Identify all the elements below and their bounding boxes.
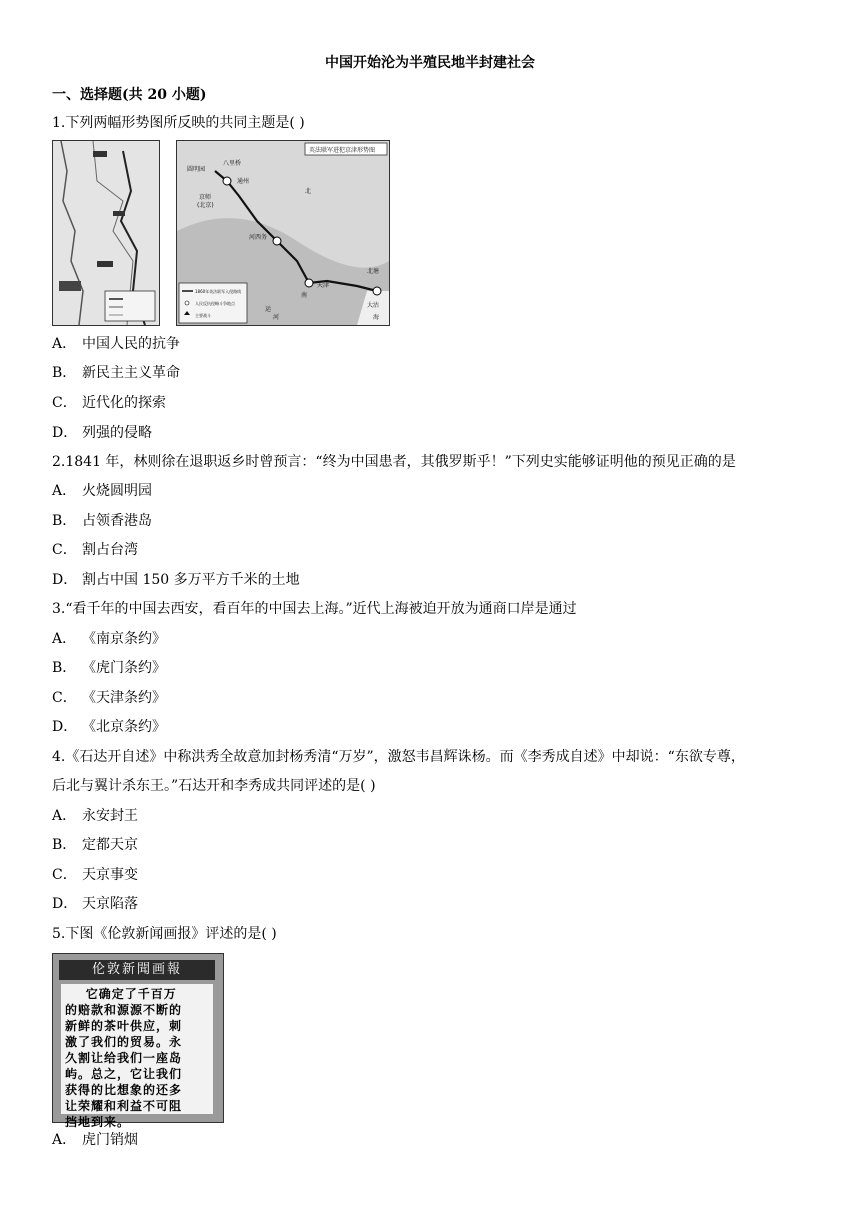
map-2-place-baliqiao: 八里桥 xyxy=(223,160,242,167)
question-2-stem: 2.1841 年，林则徐在退职返乡时曾预言：“终为中国患者，其俄罗斯乎！”下列史实能够证明他的预见正确的是 xyxy=(52,454,736,470)
option-text: 永安封王 xyxy=(82,808,138,824)
question-1-option-d[interactable] xyxy=(52,424,152,442)
question-1-option-b[interactable] xyxy=(52,364,180,382)
option-letter: B． xyxy=(52,837,77,853)
option-letter: B． xyxy=(52,660,77,676)
map-2-place-beitang: 北塘 xyxy=(367,268,380,275)
option-text: 割占中国 150 多万平方千米的土地 xyxy=(82,572,300,588)
option-letter: C． xyxy=(52,690,77,706)
map-2-place-jingshi: 京师 xyxy=(199,194,212,201)
question-1-map-2 xyxy=(176,140,390,326)
question-3-option-a[interactable] xyxy=(52,630,166,648)
option-text: 天京陷落 xyxy=(82,896,138,912)
map-2-marker-dagu xyxy=(373,287,381,295)
question-1-option-a[interactable] xyxy=(52,335,180,353)
option-letter: D． xyxy=(52,572,78,588)
question-4-option-a[interactable] xyxy=(52,807,138,825)
option-text: 列强的侵略 xyxy=(82,425,152,441)
section-heading: 一、选择题(共 20 小题) xyxy=(52,87,207,103)
option-letter: B． xyxy=(52,513,77,529)
option-letter: D． xyxy=(52,425,78,441)
option-text: 《北京条约》 xyxy=(82,719,166,735)
map-2-marker-tongzhou xyxy=(223,177,231,185)
question-1-option-c[interactable] xyxy=(52,394,166,412)
question-2-option-d[interactable] xyxy=(52,571,300,589)
map-1-graphic xyxy=(53,141,159,325)
option-text: 《南京条约》 xyxy=(82,631,166,647)
option-text: 虎门销烟 xyxy=(82,1132,138,1148)
option-letter: A． xyxy=(52,808,77,824)
map-2-place-yuanmingyuan: 圆明园 xyxy=(187,166,206,173)
option-letter: C． xyxy=(52,395,77,411)
document-title: 中国开始沦为半殖民地半封建社会 xyxy=(325,55,535,71)
map-1-label-block xyxy=(93,151,107,157)
option-letter: A． xyxy=(52,336,77,352)
question-4-stem-line-1: 4.《石达开自述》中称洪秀全故意加封杨秀清“万岁”，激怒韦昌辉诛杨。而《李秀成自述》中却说：“东欲专尊， xyxy=(52,749,745,765)
question-4-option-c[interactable] xyxy=(52,866,138,884)
map-2-place-north: 北 xyxy=(305,188,312,195)
map-2-legend-item-resist: 人民反抗侵略斗争地点 xyxy=(195,301,235,306)
newspaper-masthead: 伦敦新聞画報 xyxy=(59,960,215,980)
option-text: 火烧圆明园 xyxy=(82,483,152,499)
option-text: 中国人民的抗争 xyxy=(82,336,180,352)
question-2-option-c[interactable] xyxy=(52,541,138,559)
map-2-legend-item-route: 1860年英法联军入侵路线 xyxy=(195,289,242,294)
map-2-place-beijing: (北京) xyxy=(197,202,214,209)
map-2-graphic xyxy=(177,141,389,325)
option-text: 《虎门条约》 xyxy=(82,660,166,676)
option-text: 占领香港岛 xyxy=(82,513,152,529)
map-2-marker-tianjin xyxy=(305,279,313,287)
map-2-legend-item-battle: 主要战斗 xyxy=(195,313,211,318)
option-text: 《天津条约》 xyxy=(82,690,166,706)
question-4-option-d[interactable] xyxy=(52,895,138,913)
question-3-option-c[interactable] xyxy=(52,689,166,707)
map-2-place-hexiwu: 河西务 xyxy=(249,234,268,241)
option-letter: D． xyxy=(52,896,78,912)
option-letter: A． xyxy=(52,631,77,647)
option-letter: C． xyxy=(52,867,77,883)
option-text: 定都天京 xyxy=(82,837,138,853)
option-text: 天京事变 xyxy=(82,867,138,883)
question-4-option-b[interactable] xyxy=(52,836,138,854)
newspaper-article: 它确定了千百万 的赔款和源源不断的 新鲜的茶叶供应，刺 激了我们的贸易。永 久割让给我们一座岛 屿。总之，它让我们 获得的比想象的还多 让荣耀和利益不可阻 挡地到来。 xyxy=(61,984,213,1114)
option-letter: B． xyxy=(52,365,77,381)
question-4-stem-line-2: 后北与翼计杀东王。”石达开和李秀成共同评述的是( ) xyxy=(52,778,376,794)
question-1-stem: 1.下列两幅形势图所反映的共同主题是( ) xyxy=(52,115,305,131)
option-letter: A． xyxy=(52,1132,77,1148)
map-2-place-yun: 运 xyxy=(265,306,272,313)
map-2-place-south: 南 xyxy=(301,292,308,299)
map-2-marker-hexiwu xyxy=(273,237,281,245)
map-2-place-sea: 海 xyxy=(373,314,380,321)
question-3-stem: 3.“看千年的中国去西安，看百年的中国去上海。”近代上海被迫开放为通商口岸是通过 xyxy=(52,601,577,617)
map-2-place-he: 河 xyxy=(273,314,280,321)
question-1-map-1 xyxy=(52,140,160,326)
question-2-option-a[interactable] xyxy=(52,482,152,500)
option-letter: C． xyxy=(52,542,77,558)
option-letter: D． xyxy=(52,719,78,735)
map-2-title: 英法联军进犯京津形势图 xyxy=(309,147,376,154)
question-2-option-b[interactable] xyxy=(52,512,152,530)
map-2-place-tongzhou: 通州 xyxy=(237,178,250,185)
option-text: 近代化的探索 xyxy=(82,395,166,411)
map-2-place-tianjin: 天津 xyxy=(317,282,330,289)
question-3-option-d[interactable] xyxy=(52,718,166,736)
map-2-place-dagu: 大沽 xyxy=(367,302,380,309)
question-5-newspaper-image xyxy=(52,953,224,1129)
option-letter: A． xyxy=(52,483,77,499)
question-5-option-a[interactable] xyxy=(52,1131,138,1149)
map-1-legend xyxy=(105,291,155,321)
option-text: 新民主主义革命 xyxy=(82,365,180,381)
question-3-option-b[interactable] xyxy=(52,659,166,677)
question-5-stem: 5.下图《伦敦新闻画报》评述的是( ) xyxy=(52,926,277,942)
option-text: 割占台湾 xyxy=(82,542,138,558)
